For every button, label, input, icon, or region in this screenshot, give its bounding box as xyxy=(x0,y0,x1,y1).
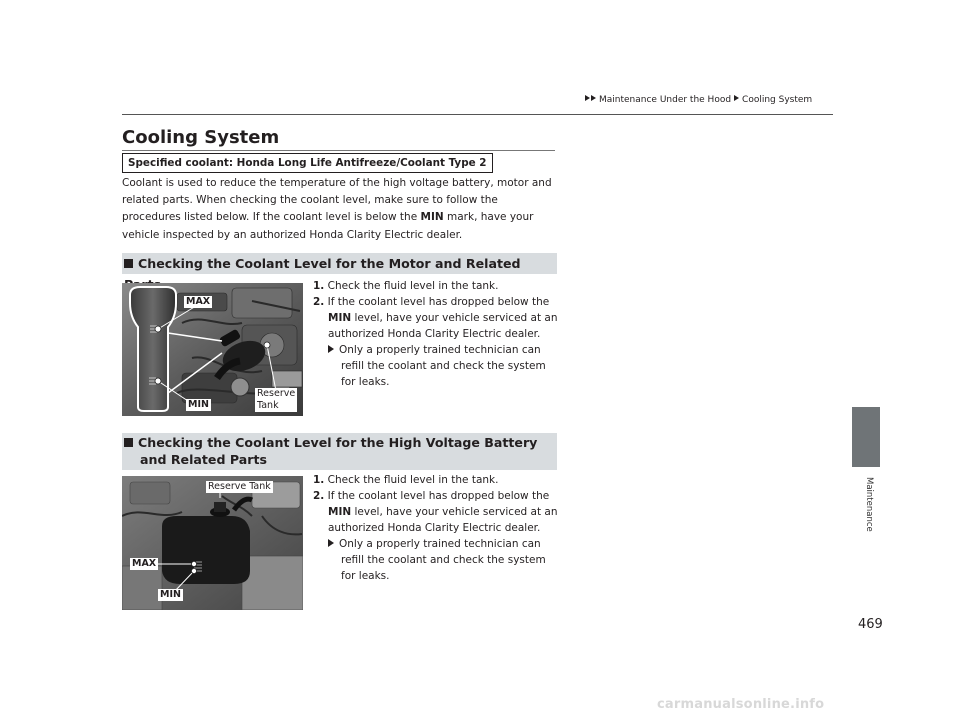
section2-step-1 xyxy=(313,472,558,488)
step-number: 1. xyxy=(313,474,325,486)
step-number: 2. xyxy=(313,296,325,308)
reserve-tank-label-line1: Reserve xyxy=(257,388,296,399)
breadcrumb-part-2[interactable]: Cooling System xyxy=(742,95,813,105)
section1-step-2 xyxy=(313,294,558,310)
min-level-label: MIN xyxy=(188,399,209,410)
section2-note-cont: refill the coolant and check the system xyxy=(341,554,546,566)
reserve-tank-label-line2: Tank xyxy=(257,400,279,411)
breadcrumb-arrow-icon xyxy=(591,95,596,101)
motor-coolant-reserve-tank-photo xyxy=(122,283,303,416)
chapter-tab[interactable] xyxy=(852,407,880,467)
section-heading-battery xyxy=(122,433,557,470)
section2-step-2-cont2: authorized Honda Clarity Electric dealer. xyxy=(328,522,541,534)
note-text: Only a properly trained technician can xyxy=(339,538,541,550)
section-heading-motor-text: Checking the Coolant Level for the Motor and Related xyxy=(138,256,521,271)
step-text: If the coolant level has dropped below the xyxy=(327,490,550,502)
step-text: If the coolant level has dropped below the xyxy=(327,296,550,308)
section1-step-1 xyxy=(313,278,558,294)
specified-coolant-box: Specified coolant: Honda Long Life Antifreeze/Coolant Type 2 xyxy=(122,153,493,173)
section2-note-cont2: for leaks. xyxy=(341,570,390,582)
section-heading-battery-line2: and Related Parts xyxy=(140,452,267,467)
section-heading-battery-line1: Checking the Coolant Level for the High Voltage Battery xyxy=(138,435,538,450)
reserve-tank-label xyxy=(255,388,297,412)
max-level-label: MAX xyxy=(186,296,211,307)
page-title: Cooling System xyxy=(122,127,280,148)
battery-coolant-reserve-tank-photo xyxy=(122,476,303,610)
title-rule xyxy=(122,150,555,151)
max-level-label: MAX xyxy=(132,558,157,569)
min-keyword: MIN xyxy=(328,506,352,518)
reserve-tank-label: Reserve Tank xyxy=(208,481,271,492)
battery-engine-bay-illustration xyxy=(122,476,303,610)
note-arrow-icon xyxy=(328,539,334,547)
note-text: Only a properly trained technician can xyxy=(339,344,541,356)
note-arrow-icon xyxy=(328,345,334,353)
min-keyword: MIN xyxy=(328,312,352,324)
section-bullet-icon xyxy=(124,259,133,268)
section1-note xyxy=(313,342,558,358)
intro-text-2: mark, have your vehicle inspected by an authorized Honda Clarity Electric dealer. xyxy=(122,211,534,241)
header-rule xyxy=(122,114,833,115)
min-level-label: MIN xyxy=(160,589,181,600)
section-bullet-icon xyxy=(124,438,133,447)
breadcrumb-part-1[interactable]: Maintenance Under the Hood xyxy=(599,95,732,105)
section1-steps xyxy=(313,278,558,390)
breadcrumb-separator-icon xyxy=(734,95,739,101)
intro-paragraph xyxy=(122,175,558,244)
step-number: 2. xyxy=(313,490,325,502)
chapter-tab-label: Maintenance xyxy=(864,477,874,532)
page-number: 469 xyxy=(858,617,883,632)
section-heading-motor xyxy=(122,253,557,274)
section1-note-cont: refill the coolant and check the system xyxy=(341,360,546,372)
section2-step-2-cont xyxy=(313,504,558,520)
breadcrumb xyxy=(585,95,812,105)
intro-text-1: Coolant is used to reduce the temperature of the high voltage battery, motor and related parts. When checking the coolant level, make sure to follow the procedures listed below. If the coolant level is below the xyxy=(122,177,552,224)
section1-step-2-cont xyxy=(313,310,558,326)
step-number: 1. xyxy=(313,280,325,292)
step-text: Check the fluid level in the tank. xyxy=(327,280,499,292)
step-text: level, have your vehicle serviced at an xyxy=(351,312,558,324)
section1-note-cont2: for leaks. xyxy=(341,376,390,388)
section2-step-2 xyxy=(313,488,558,504)
step-text: level, have your vehicle serviced at an xyxy=(351,506,558,518)
section2-steps xyxy=(313,472,558,584)
section1-step-2-cont2: authorized Honda Clarity Electric dealer. xyxy=(328,328,541,340)
section2-note xyxy=(313,536,558,552)
breadcrumb-arrow-icon xyxy=(585,95,590,101)
step-text: Check the fluid level in the tank. xyxy=(327,474,499,486)
watermark: carmanualsonline.info xyxy=(657,697,825,712)
intro-min-keyword: MIN xyxy=(420,211,444,224)
